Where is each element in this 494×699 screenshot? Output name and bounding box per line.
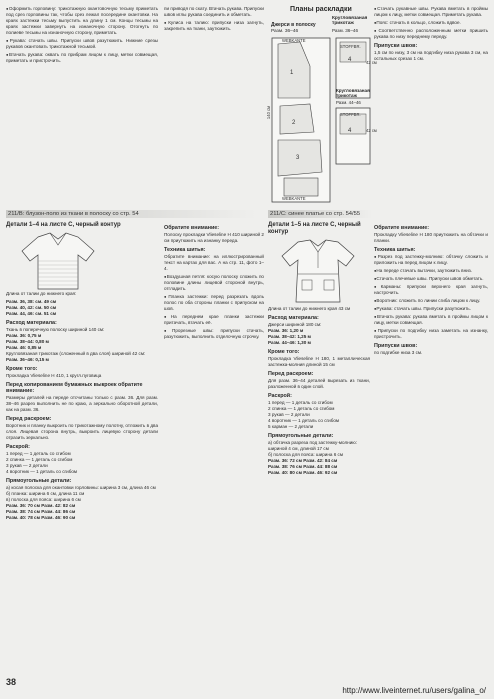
- size-note: Длина от талии до нижнего края:: [6, 291, 77, 296]
- extra-text: Прокладка Vlieseline H 180, 1 металлическая застежка-молния длиной 15 см: [268, 356, 370, 367]
- column-4: [374, 6, 488, 64]
- paragraph: ● Соответственно расположенным метки пришить рукава по низу переднему переду.: [374, 28, 488, 40]
- edge-label: WEBKANTE: [282, 196, 306, 201]
- cut-text: Воротник и планку выкроить по трикотажному полотну, отложить в два слоя. Лицевая сторона внутрь, выкроить лицевую сторону детали отразить зеркально.: [6, 423, 158, 440]
- material-line: Кругловязаная трикотаж (сложенный в два слоя) шириной 42 см:: [6, 351, 146, 356]
- addl-line: Разм. 36: 72 см Разм. 42: 84 см: [268, 458, 338, 463]
- material-line: Разм. 38–44: 0,80 м: [6, 339, 49, 344]
- attention-title: Обратите внимание:: [164, 225, 220, 231]
- allowance-title: Припуски швов:: [374, 343, 418, 349]
- material-line: Разм. 36–46: 0,15 м: [6, 357, 49, 362]
- column-1: [6, 6, 158, 66]
- fold-label: STOFFBR.: [340, 112, 361, 117]
- tech-paragraph: ● На переде стачать вытачки, заутюжить вниз.: [374, 268, 488, 274]
- attention-text: Полоску прокладки Vlieseline H 410 шириной 2 см приутюжить на изнанку переда.: [164, 232, 264, 243]
- page-number: 38: [6, 677, 17, 687]
- material-line: Разм. 38–42: 1,25 м: [268, 334, 311, 339]
- copy-title: Перед копированием бумажных выкроек обратите внимание:: [6, 382, 143, 394]
- paragraph: пи приводя по скату. Втачать рукава. Припуски швов иглы рукава соединить и обметать.: [164, 6, 264, 17]
- material-line: Разм. 36: 0,75 м: [6, 333, 42, 338]
- material-line: Ткань в поперечную полоску шириной 140 см:: [6, 327, 105, 332]
- material-line: Разм. 44–46: 1,30 м: [268, 340, 311, 345]
- column-4-lower: [374, 222, 488, 358]
- addl-line: a) косая полоска для окантовки горловины: ширина 3 см, длина 46 см: [6, 485, 156, 490]
- jersey-sizes: Разм. 36–46: [271, 29, 299, 34]
- edge-label: WEBKANTE: [282, 38, 306, 43]
- size-line: Разм. 40, 42: см. 50 см: [6, 305, 57, 310]
- paragraph: ● Пояс: стачать в кольцо, сложить вдвое.: [374, 20, 488, 26]
- tech-paragraph: ● Карманы: припуски верхнего края загнуть, настрочить.: [374, 284, 488, 296]
- column-3-lower: [268, 222, 370, 476]
- paragraph: ● Оформить горловину: трикотажную окантовочную тесьму приметать под срез горловины так, чтобы срез лежал посередине окантовки. На краях застежки тесьму выпустить на длину 1 см. Концы тесьмы на краях застежки завернуть на изнаночную сторону. Отогнуть по полиеве тесьмы на изнаночную сторону, приметать.: [6, 6, 158, 36]
- material-line: Джерси шириной 180 см:: [268, 322, 322, 327]
- details-title: Детали 1–5 на листе C, черный контур: [268, 222, 361, 235]
- tech-paragraph: ● Втачать рукава: рукава вметать в проймы лицом к лицу, метки совмещая.: [374, 314, 488, 326]
- tech-paragraph: ● Планка застежки: перед разрезать вдоль полос по оба стороны планки с припуском на шов.: [164, 294, 264, 312]
- extra-title: Кроме того:: [268, 349, 300, 355]
- material-line: Разм. 36: 1,20 м: [268, 328, 304, 333]
- tech-paragraph: ● Разрез под застежку-молнию: обтачку сложить и приложить на перед лицом к лицу.: [374, 254, 488, 266]
- column-2-lower: [164, 222, 264, 342]
- size-note: Длина от талии до нижнего края 43 см: [268, 306, 351, 311]
- tech-paragraph: ● Стачать плечевые швы. Припуски швов обметать.: [374, 276, 488, 282]
- section-banner-text: 211/C: синее платье со стр. 54/55: [270, 211, 361, 217]
- details-title: Детали 1–4 на листе C, черный контур: [6, 222, 121, 228]
- addl-title: Прямоугольные детали:: [6, 478, 72, 484]
- watermark-url: http://www.liveinternet.ru/users/galina_o/: [342, 686, 486, 695]
- allowance-text: по подгибке низа 3 см.: [374, 350, 423, 355]
- dimension-label: 42 см: [366, 60, 377, 65]
- size-line: Разм. 44, 46: см. 51 см: [6, 311, 57, 316]
- tech-paragraph: ● На переднем крае планки застежки притачать, втачать её.: [164, 314, 264, 326]
- cutting-title: Раскрой:: [6, 444, 30, 450]
- section-banner-text: 211/B: блузон-поло из ткани в полоску со стр. 54: [8, 211, 139, 217]
- extra-title: Кроме того:: [6, 366, 38, 372]
- attention-title: Обратите внимание:: [374, 225, 430, 231]
- tech-title: Техника шитья:: [374, 247, 416, 253]
- cutting-line: 3 рукав — 2 детали: [268, 412, 310, 417]
- cutting-line: 4 воротник — 1 деталь со сгибом: [6, 469, 78, 474]
- dress-sketch: [272, 238, 362, 306]
- cutting-line: 2 спинка — 1 деталь со сгибом: [268, 406, 335, 411]
- piece-number: 2: [292, 120, 296, 126]
- cut-title: Перед раскроем:: [268, 371, 314, 377]
- fold-label: STOFFBR.: [340, 44, 361, 49]
- knit-sizes: Разм. 36–46: [332, 28, 359, 33]
- cutting-line: 2 спинка — 1 деталь со сгибом: [6, 457, 73, 462]
- width-label: 140 см: [266, 105, 272, 120]
- tech-paragraph: Обратите внимание: на иллюстрированный текст на картах для вас. А на стр. 11, фото 1–4.: [164, 254, 264, 271]
- size-line: Разм. 36, 38: см. 49 см: [6, 299, 57, 304]
- column-1-lower: [6, 222, 158, 521]
- paragraph: ● Рукава: стачать швы. Припуски швов разутюжить. Нижние срезы рукавов окантовать трикотажной тесьмой.: [6, 38, 158, 50]
- addl-line: в) полоска для пояса: ширина 6 см: [6, 497, 81, 502]
- layout-plan-diagram: [270, 36, 372, 206]
- material-title: Расход материала:: [268, 315, 319, 321]
- extra-text: Прокладка Vlieseline H 410, 1 кругл.пуговица: [6, 373, 102, 378]
- material-line: Разм. 46: 0,85 м: [6, 345, 42, 350]
- addl-title: Прямоугольные детали:: [268, 433, 334, 439]
- knit-title: Кругловязаная трикотаж: [332, 16, 368, 26]
- allowance-title: Припуски швов:: [374, 43, 418, 49]
- tech-paragraph: ● Рукава: стачать швы. Припуски разутюжить.: [374, 306, 488, 312]
- piece-number: 4: [348, 128, 352, 134]
- addl-line: Разм. 38: 74 см Разм. 44: 86 см: [6, 509, 76, 514]
- knit2-title: Кругловязаная трикотаж: [336, 88, 370, 98]
- tech-paragraph: ● Воротник: сложить по линии сгиба лицом к лицу.: [374, 298, 488, 304]
- cutting-line: 3 рукав — 2 детали: [6, 463, 48, 468]
- cutting-line: 5 карман — 2 детали: [268, 424, 314, 429]
- material-title: Расход материала:: [6, 320, 57, 326]
- paragraph: ● Втачать рукава: оквать по прибрам лицом к лицу, метки совмещая, приметать и пристрочить.: [6, 52, 158, 64]
- addl-line: б) полоска для пояса: ширина 6 см: [268, 452, 343, 457]
- cut-title: Перед раскроем:: [6, 416, 52, 422]
- plans-title: Планы раскладки: [290, 6, 352, 13]
- piece-number: 1: [290, 70, 294, 76]
- jersey-title: Джерси в полоску: [271, 22, 316, 28]
- knit2-sizes: Разм. 44–46: [336, 100, 361, 105]
- attention-text: Прокладку Vlieseline H 180 приутюжить на обтачки и планки.: [374, 232, 488, 243]
- piece-number: 3: [296, 155, 300, 161]
- tech-paragraph: ● Припуски по подгибку низа заметать на изнанку, пристрочить.: [374, 328, 488, 340]
- cutting-title: Раскрой:: [268, 393, 292, 399]
- addl-line: Разм. 40: 80 см Разм. 46: 92 см: [268, 470, 338, 475]
- column-2: [164, 6, 264, 34]
- dimension-label: 42 см: [366, 128, 377, 133]
- addl-line: Разм. 40: 78 см Разм. 46: 90 см: [6, 515, 76, 520]
- addl-line: Разм. 36: 70 см Разм. 42: 82 см: [6, 503, 76, 508]
- tech-paragraph: ● Прорезные швы: припуски стачать, разутюжить, выполнить отделочную строчку.: [164, 328, 264, 340]
- addl-line: а) обтачка разреза под застежку-молнию: шириной 4 см, длиной 17 см: [268, 440, 357, 451]
- blouse-sketch: [20, 231, 100, 291]
- tech-paragraph: ● Воздушная петля: косую полоску сложить по половине длины лицевой стороной внутрь, отгладить.: [164, 274, 264, 292]
- paragraph: ● Стачать рукавные швы. Рукава вметать в проймы лицом к лицу, метки совмещая. Приметать рукава.: [374, 6, 488, 18]
- cutting-line: 1 перед — 1 деталь со сгибом: [268, 400, 333, 405]
- piece-number: 4: [348, 57, 352, 63]
- cut-text: Для разм. 36–44 деталей вырезать из ткани, разложенной в один слой.: [268, 378, 370, 389]
- tech-title: Техника шитья:: [164, 247, 206, 253]
- allowance-text: 1,5 см по низу, 3 см на подгибку низа рукава 3 см, на остальных срезах 1 см.: [374, 50, 488, 61]
- addl-line: Разм. 38: 76 см Разм. 44: 88 см: [268, 464, 338, 469]
- cutting-line: 1 перед — 1 деталь со сгибом: [6, 451, 71, 456]
- cutting-line: 4 воротник — 1 деталь со сгибом: [268, 418, 340, 423]
- copy-text: Размеры деталей на переде отсчитаны только с разм. 36. Для разм. 38–46 разрез выполнить не по краю, а зеркально оборотной детали, как на разм. 36.: [6, 395, 158, 412]
- paragraph: ● Кулиса на талию: припуски низа загнуть, закрепить на ткани, заутюжить.: [164, 20, 264, 32]
- addl-line: б) планка: ширина 6 см, длина 11 см: [6, 491, 85, 496]
